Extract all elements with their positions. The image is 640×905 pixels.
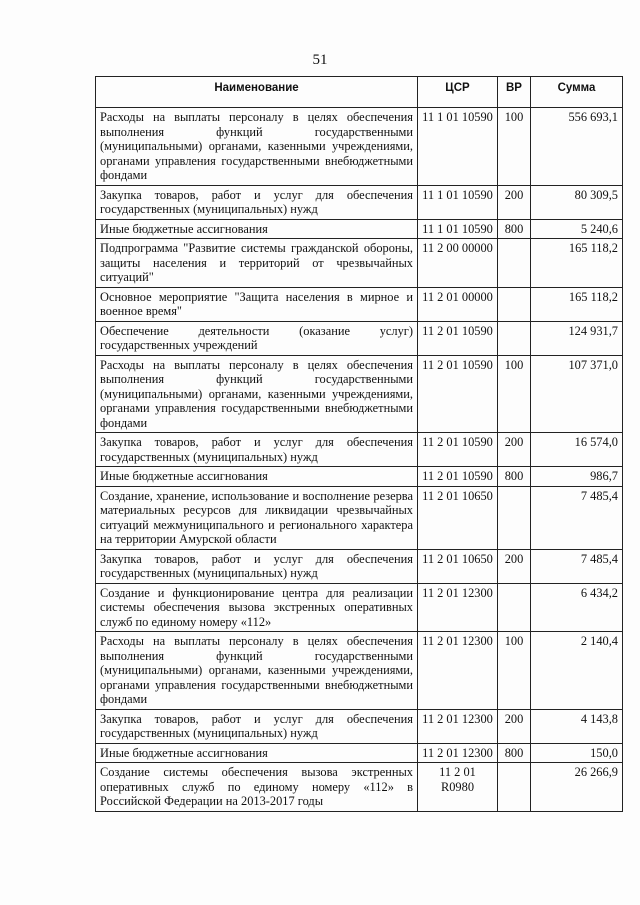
cell-vr: [498, 583, 531, 632]
cell-name: Закупка товаров, работ и услуг для обеспечения государственных (муниципальных) нужд: [96, 709, 418, 743]
cell-csr: 11 2 01 10590: [418, 433, 498, 467]
cell-csr: 11 1 01 10590: [418, 219, 498, 239]
cell-vr: [498, 321, 531, 355]
table-row: [96, 239, 623, 288]
cell-name: Иные бюджетные ассигнования: [96, 467, 418, 487]
cell-csr: 11 1 01 10590: [418, 108, 498, 186]
cell-vr: 800: [498, 467, 531, 487]
cell-vr: 200: [498, 549, 531, 583]
cell-sum: 107 371,0: [531, 355, 623, 433]
header-csr: ЦСР: [418, 77, 498, 108]
cell-csr: 11 2 01 R0980: [418, 763, 498, 812]
table-row: [96, 219, 623, 239]
cell-name: Основное мероприятие "Защита населения в мирное и военное время": [96, 287, 418, 321]
cell-vr: 200: [498, 433, 531, 467]
cell-csr: 11 2 01 10650: [418, 486, 498, 549]
cell-csr: 11 2 01 10590: [418, 467, 498, 487]
cell-sum: 165 118,2: [531, 239, 623, 288]
page-number: 51: [312, 52, 328, 68]
header-sum: Сумма: [531, 77, 623, 108]
table-row: [96, 321, 623, 355]
cell-vr: 100: [498, 632, 531, 710]
cell-sum: 986,7: [531, 467, 623, 487]
table-body: [96, 108, 623, 812]
table-row: [96, 108, 623, 186]
cell-name: Создание, хранение, использование и восполнение резерва материальных ресурсов для ликвидации чрезвычайных ситуаций межмуниципального и регионального характера на территории Амурской области: [96, 486, 418, 549]
table-row: [96, 709, 623, 743]
table-row: [96, 355, 623, 433]
cell-sum: 26 266,9: [531, 763, 623, 812]
cell-csr: 11 2 01 12300: [418, 632, 498, 710]
cell-vr: 200: [498, 185, 531, 219]
cell-sum: 150,0: [531, 743, 623, 763]
cell-name: Закупка товаров, работ и услуг для обеспечения государственных (муниципальных) нужд: [96, 185, 418, 219]
cell-vr: 200: [498, 709, 531, 743]
cell-sum: 5 240,6: [531, 219, 623, 239]
cell-vr: [498, 763, 531, 812]
cell-vr: [498, 287, 531, 321]
table-row: [96, 467, 623, 487]
cell-name: Расходы на выплаты персоналу в целях обеспечения выполнения функций государственными (муниципальными) органами, казенными учреждениями, органами управления государственными внебюджетными фондами: [96, 108, 418, 186]
cell-vr: 800: [498, 219, 531, 239]
table-row: [96, 185, 623, 219]
cell-vr: [498, 239, 531, 288]
cell-name: Обеспечение деятельности (оказание услуг) государственных учреждений: [96, 321, 418, 355]
cell-sum: 165 118,2: [531, 287, 623, 321]
cell-sum: 80 309,5: [531, 185, 623, 219]
cell-vr: 100: [498, 108, 531, 186]
header-name: Наименование: [96, 77, 418, 108]
cell-sum: 2 140,4: [531, 632, 623, 710]
cell-name: Подпрограмма "Развитие системы гражданской обороны, защиты населения и территорий от чрезвычайных ситуаций": [96, 239, 418, 288]
cell-name: Закупка товаров, работ и услуг для обеспечения государственных (муниципальных) нужд: [96, 433, 418, 467]
table-row: [96, 583, 623, 632]
table-row: [96, 743, 623, 763]
table-row: [96, 549, 623, 583]
cell-sum: 556 693,1: [531, 108, 623, 186]
header-vr: ВР: [498, 77, 531, 108]
table-row: [96, 486, 623, 549]
cell-sum: 7 485,4: [531, 486, 623, 549]
cell-vr: [498, 486, 531, 549]
cell-csr: 11 2 01 00000: [418, 287, 498, 321]
cell-csr: 11 2 01 12300: [418, 743, 498, 763]
table-row: [96, 433, 623, 467]
cell-csr: 11 2 01 10590: [418, 321, 498, 355]
cell-name: Иные бюджетные ассигнования: [96, 743, 418, 763]
cell-name: Создание системы обеспечения вызова экстренных оперативных служб по единому номеру «112» в Российской Федерации на 2013-2017 годы: [96, 763, 418, 812]
table-header-row: [96, 77, 623, 108]
cell-sum: 4 143,8: [531, 709, 623, 743]
cell-vr: 800: [498, 743, 531, 763]
table-row: [96, 763, 623, 812]
cell-sum: 124 931,7: [531, 321, 623, 355]
table-row: [96, 287, 623, 321]
cell-name: Закупка товаров, работ и услуг для обеспечения государственных (муниципальных) нужд: [96, 549, 418, 583]
cell-name: Расходы на выплаты персоналу в целях обеспечения выполнения функций государственными (муниципальными) органами, казенными учреждениями, органами управления государственными внебюджетными фондами: [96, 355, 418, 433]
cell-name: Создание и функционирование центра для реализации системы обеспечения вызова экстренных оперативных служб по единому номеру «112»: [96, 583, 418, 632]
cell-csr: 11 1 01 10590: [418, 185, 498, 219]
cell-csr: 11 2 01 12300: [418, 709, 498, 743]
cell-sum: 6 434,2: [531, 583, 623, 632]
budget-table: [95, 76, 623, 812]
cell-csr: 11 2 00 00000: [418, 239, 498, 288]
cell-name: Расходы на выплаты персоналу в целях обеспечения выполнения функций государственными (муниципальными) органами, казенными учреждениями, органами управления государственными внебюджетными фондами: [96, 632, 418, 710]
cell-csr: 11 2 01 12300: [418, 583, 498, 632]
cell-name: Иные бюджетные ассигнования: [96, 219, 418, 239]
cell-vr: 100: [498, 355, 531, 433]
cell-sum: 7 485,4: [531, 549, 623, 583]
cell-csr: 11 2 01 10590: [418, 355, 498, 433]
table-row: [96, 632, 623, 710]
cell-sum: 16 574,0: [531, 433, 623, 467]
cell-csr: 11 2 01 10650: [418, 549, 498, 583]
